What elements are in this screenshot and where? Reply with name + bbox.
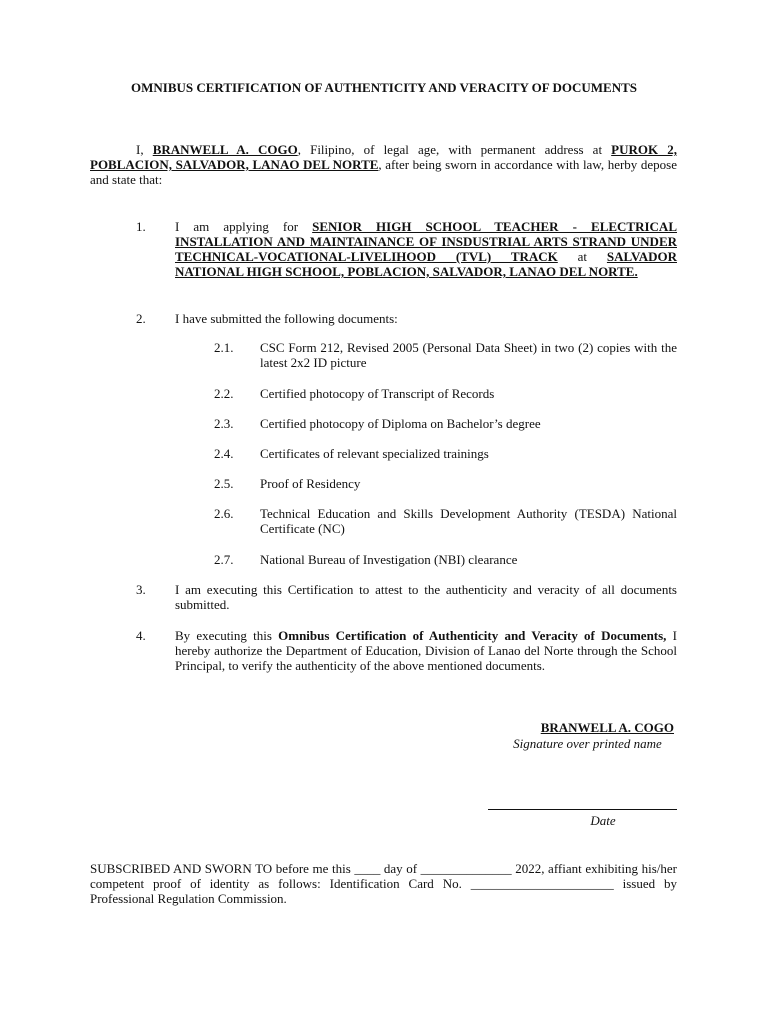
certification-name: Omnibus Certification of Authenticity and Veracity of Documents,: [278, 628, 667, 643]
document-item: Certified photocopy of Diploma on Bachelor’s degree: [260, 416, 541, 431]
jurat-paragraph: SUBSCRIBED AND SWORN TO before me this ____ day of ______________ 2022, affiant exhibiting his/her competent proof of identity as follows: Identification Card No. ______________________ issued by Professional Regulation Commission.: [90, 861, 677, 906]
document-item: Proof of Residency: [260, 476, 361, 491]
document-title: OMNIBUS CERTIFICATION OF AUTHENTICITY AND VERACITY OF DOCUMENTS: [130, 80, 637, 95]
intro-suffix: , after being sworn in accordance with law, herby depose and state that:: [90, 157, 677, 187]
item-attestation: I am executing this Certification to attest to the authenticity and veracity of all documents submitted.: [175, 582, 677, 612]
document-number: 2.3.: [214, 416, 234, 431]
document-item: Certificates of relevant specialized trainings: [260, 446, 489, 461]
position-applied: SENIOR HIGH SCHOOL TEACHER - ELECTRICAL INSTALLATION AND MAINTAINANCE OF INSDUSTRIAL ARTS STRAND UNDER TECHNICAL-VOCATIONAL-LIVELIHOOD (TVL) TRACK: [175, 219, 677, 264]
date-line: [488, 809, 677, 810]
date-caption: Date: [590, 813, 616, 828]
item-number: 3.: [136, 582, 146, 597]
document-number: 2.6.: [214, 506, 234, 521]
affiant-name: BRANWELL A. COGO: [152, 142, 298, 157]
item-text: at: [557, 249, 607, 264]
document-number: 2.5.: [214, 476, 234, 491]
item-number: 4.: [136, 628, 146, 643]
document-number: 2.4.: [214, 446, 234, 461]
school-name: SALVADOR NATIONAL HIGH SCHOOL, POBLACION, SALVADOR, LANAO DEL NORTE.: [175, 249, 677, 279]
signatory-name: BRANWELL A. COGO: [540, 720, 674, 735]
item-text: I am applying for: [175, 219, 313, 234]
intro-prefix: I,: [136, 142, 153, 157]
intro-mid: , Filipino, of legal age, with permanent address at: [297, 142, 612, 157]
document-number: 2.1.: [214, 340, 234, 355]
document-item: CSC Form 212, Revised 2005 (Personal Data Sheet) in two (2) copies with the latest 2x2 ID picture: [260, 340, 677, 370]
item-application: [175, 219, 677, 279]
item-text: By executing this: [175, 628, 279, 643]
item-number: 1.: [136, 219, 146, 234]
document-number: 2.2.: [214, 386, 234, 401]
document-item: National Bureau of Investigation (NBI) clearance: [260, 552, 518, 567]
intro-paragraph: [90, 142, 677, 187]
item-authorization: [175, 628, 677, 673]
document-item: Certified photocopy of Transcript of Records: [260, 386, 495, 401]
signature-caption: Signature over printed name: [513, 736, 662, 751]
document-item: Technical Education and Skills Development Authority (TESDA) National Certificate (NC): [260, 506, 677, 536]
item-number: 2.: [136, 311, 146, 326]
document-number: 2.7.: [214, 552, 234, 567]
affiant-address: PUROK 2, POBLACION, SALVADOR, LANAO DEL NORTE: [90, 142, 677, 172]
item-documents-heading: I have submitted the following documents:: [175, 311, 398, 326]
item-text: I hereby authorize the Department of Education, Division of Lanao del Norte through the School Principal, to verify the authenticity of the above mentioned documents.: [175, 628, 677, 673]
